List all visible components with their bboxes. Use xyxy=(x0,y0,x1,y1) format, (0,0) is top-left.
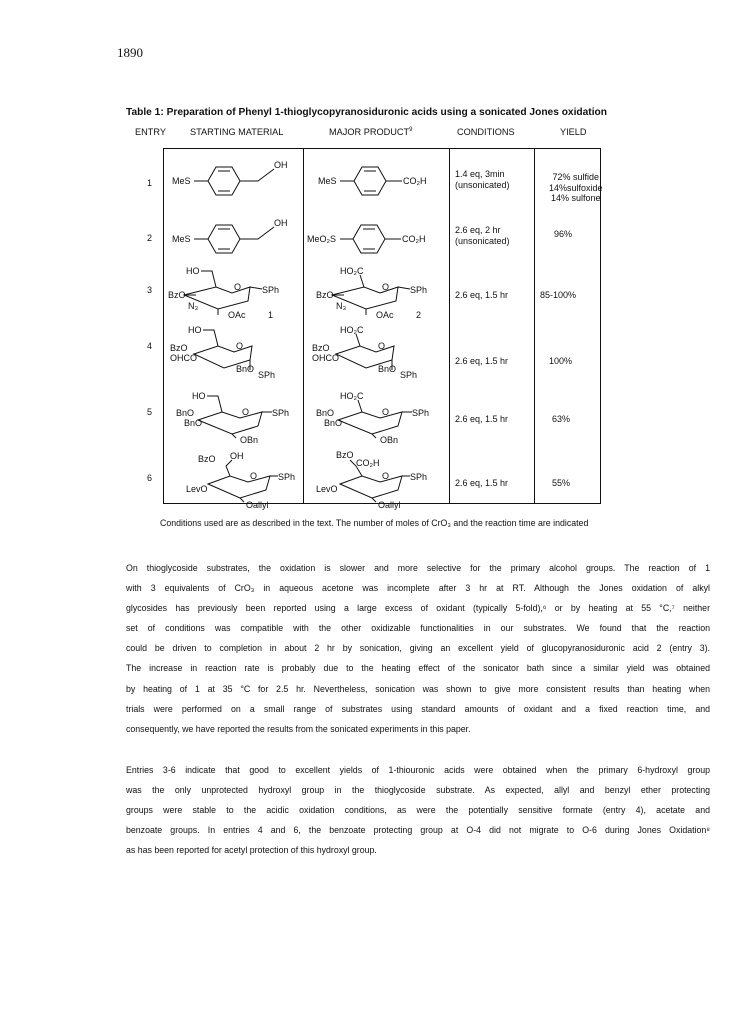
entry-number: 3 xyxy=(147,285,153,295)
yield-cell: 63% xyxy=(552,414,571,424)
structure-benzyl-alcohol-sulfide xyxy=(170,152,306,202)
bzo-label: BzO xyxy=(198,454,216,464)
yield-cell: 100% xyxy=(549,356,573,366)
ho2c-label: HO₂C xyxy=(340,266,364,276)
bond xyxy=(240,498,244,502)
bno-label: BnO xyxy=(324,418,343,428)
text-line: by heating of 1 at 35 °C for 2.5 hr. Nevertheless, sonication was shown to give more consistent results than heating when xyxy=(126,683,710,694)
oh-label: OH xyxy=(274,218,288,228)
ho-label: HO xyxy=(186,266,200,276)
text-line: On thioglycoside substrates, the oxidation is slower and more selective for the primary alcohol groups. The reaction of 1 xyxy=(126,563,710,573)
ring-o-label: O xyxy=(242,407,250,417)
text-line: The increase in reaction rate is probably due to the heating effect of the sonicator bath since a similar yield was obtained xyxy=(126,663,710,674)
oallyl-label: Oallyl xyxy=(246,500,269,510)
oac-label: OAc xyxy=(228,310,246,320)
c6-bond xyxy=(360,275,364,287)
sph-label: SPh xyxy=(410,472,428,482)
text-line: could be driven to completion in about 2 hr by sonication, giving an excellent yield of glucopyranosiduronic acid 2 (entry 3). xyxy=(126,643,710,654)
c6-bond xyxy=(358,400,362,412)
ring-o-label: O xyxy=(382,282,390,292)
table-title: Table 1: Preparation of Phenyl 1-thioglycopyranosiduronic acids using a sonicated Jones oxidation xyxy=(126,107,607,118)
obn-label: OBn xyxy=(240,435,259,445)
entry-number: 4 xyxy=(147,341,153,351)
pyranose-ring xyxy=(338,412,402,434)
mes-label: MeS xyxy=(172,234,191,244)
co2h-label: CO₂H xyxy=(356,458,380,468)
structure-azido-glucuronic-acid-2 xyxy=(316,265,456,321)
structure-benzyl-alcohol-sulfide xyxy=(170,210,306,260)
bzo-label: BzO xyxy=(316,290,334,300)
conditions-cell: 2.6 eq, 1.5 hr xyxy=(455,356,509,366)
oh-label: OH xyxy=(274,160,288,170)
paragraph-1 xyxy=(126,558,710,739)
text-line: as has been reported for acetyl protection of this hydroxyl group. xyxy=(126,845,377,856)
pyranose-ring xyxy=(198,412,262,434)
header-entry: ENTRY xyxy=(135,127,166,137)
bond xyxy=(232,434,236,438)
n3-label: N₃ xyxy=(188,301,199,311)
ring-o-label: O xyxy=(234,282,242,292)
text-line: benzoate groups. In entries 4 and 6, the benzoate protecting group at O-4 did not migrate to O-6 during Jones Oxidation⁸ xyxy=(126,825,710,836)
oallyl-label: Oallyl xyxy=(378,500,401,510)
structure-benzyl-glucoside xyxy=(176,390,306,446)
conditions-cell: 2.6 eq, 1.5 hr xyxy=(455,478,509,488)
header-major-product: MAJOR PRODUCT$^9$ xyxy=(329,127,413,138)
yield-cell: 72% sulfide 14%sulfoxide 14% sulfone xyxy=(549,172,603,203)
oh-label: OH xyxy=(230,451,244,461)
bno-label: BnO xyxy=(184,418,203,428)
bno-label: BnO xyxy=(378,364,397,374)
bno-label: BnO xyxy=(176,408,195,418)
ring-o-label: O xyxy=(236,341,244,351)
structure-levulinoyl-glucoside xyxy=(184,450,314,510)
yield-cell: 85-100% xyxy=(540,290,577,300)
ring-o-label: O xyxy=(382,471,390,481)
entry-number: 2 xyxy=(147,233,153,243)
ch2-bond xyxy=(240,227,274,239)
sph-label: SPh xyxy=(278,472,296,482)
bzo-label: BzO xyxy=(170,343,188,353)
header-yield: YIELD xyxy=(560,127,587,137)
header-starting-material: STARTING MATERIAL xyxy=(190,127,284,137)
page-number: 1890 xyxy=(117,45,143,60)
c6-bond xyxy=(356,334,360,346)
levo-label: LevO xyxy=(186,484,208,494)
ho-label: HO xyxy=(188,325,202,335)
obn-label: OBn xyxy=(380,435,399,445)
c6-bond xyxy=(207,396,222,412)
text-line: with 3 equivalents of CrO₃ in aqueous acetone was incomplete after 3 hr at RT. Although the Jones oxidation of alkyl xyxy=(126,583,710,594)
sph-label: SPh xyxy=(412,408,430,418)
ring-o-label: O xyxy=(250,471,258,481)
mes-label: MeS xyxy=(318,176,337,186)
c6-bond xyxy=(226,460,232,476)
ring-o-label: O xyxy=(378,341,386,351)
entry-number: 5 xyxy=(147,407,153,417)
ring-o-label: O xyxy=(382,407,390,417)
pyranose-ring xyxy=(208,476,270,498)
sph-label: SPh xyxy=(258,370,276,380)
structure-formyl-glucuronic-acid xyxy=(312,324,442,384)
bzo-label: BzO xyxy=(312,343,330,353)
text-line: consequently, we have reported the results from the sonicated experiments in this paper. xyxy=(126,723,471,734)
structure-benzyl-glucuronic-acid xyxy=(316,390,446,446)
structure-azido-glucoside-1 xyxy=(168,265,308,321)
bond xyxy=(250,287,262,289)
c6-bond xyxy=(203,330,218,346)
ohco-label: OHCO xyxy=(170,353,197,363)
text-line: was the only unprotected hydroxyl group in the thioglycoside substrate. As expected, allyl and benzyl ether protecting xyxy=(126,785,710,796)
entry-number: 6 xyxy=(147,473,153,483)
meo2s-label: MeO₂S xyxy=(307,234,336,244)
yield-cell: 96% xyxy=(554,229,573,239)
structure-benzoic-acid-sulfone xyxy=(307,210,457,260)
bond xyxy=(398,287,410,289)
co2h-label: CO₂H xyxy=(403,176,427,186)
table-caption: Conditions used are as described in the text. The number of moles of CrO₃ and the reaction time are indicated xyxy=(160,518,589,528)
sph-label: SPh xyxy=(400,370,418,380)
text-line: trials were performed on a small range of substrates using standard amounts of oxidant and a fixed reaction time, and xyxy=(126,703,710,714)
text-line: Entries 3-6 indicate that good to excellent yields of 1-thiouronic acids were obtained when the primary 6-hydroxyl group xyxy=(126,765,710,775)
yield-cell: 55% xyxy=(552,478,571,488)
conditions-cell: 2.6 eq, 1.5 hr xyxy=(455,290,509,300)
co2h-label: CO₂H xyxy=(402,234,426,244)
conditions-cell: 2.6 eq, 1.5 hr xyxy=(455,414,509,424)
text-line: groups were stable to the acidic oxidation conditions, as were the potentially sensitive formate (entry 4), acetate and xyxy=(126,805,710,816)
bno-label: BnO xyxy=(236,364,255,374)
entry-number: 1 xyxy=(147,178,153,188)
ch2-bond xyxy=(240,169,274,181)
paragraph-2 xyxy=(126,760,710,860)
ho2c-label: HO₂C xyxy=(340,391,364,401)
ohco-label: OHCO xyxy=(312,353,339,363)
text-line: set of conditions was compatible with the other oxidizable functionalities in our substrates. We found that the reaction xyxy=(126,623,710,634)
sph-label: SPh xyxy=(262,285,280,295)
oac-label: OAc xyxy=(376,310,394,320)
levo-label: LevO xyxy=(316,484,338,494)
structure-benzoic-acid-sulfide xyxy=(318,152,458,202)
bno-label: BnO xyxy=(316,408,335,418)
bond xyxy=(372,434,376,438)
bzo-label: BzO xyxy=(168,290,186,300)
bond xyxy=(372,498,376,502)
bzo-label: BzO xyxy=(336,450,354,460)
sph-label: SPh xyxy=(272,408,290,418)
structure-formyl-glucoside xyxy=(170,324,300,384)
pyranose-ring xyxy=(340,476,402,498)
header-conditions: CONDITIONS xyxy=(457,127,515,137)
conditions-cell: 2.6 eq, 2 hr (unsonicated) xyxy=(455,225,510,246)
ho2c-label: HO₂C xyxy=(340,325,364,335)
structure-levulinoyl-glucuronic-acid xyxy=(316,448,446,510)
compound-number: 2 xyxy=(416,310,422,320)
ho-label: HO xyxy=(192,391,206,401)
n3-label: N₃ xyxy=(336,301,347,311)
text-line: glycosides has previously been reported using a large excess of oxidant (typically 5-fold),⁶ or by heating at 55 °C,⁷ neither xyxy=(126,603,710,614)
sph-label: SPh xyxy=(410,285,428,295)
c6-bond xyxy=(201,271,216,287)
conditions-cell: 1.4 eq, 3min (unsonicated) xyxy=(455,169,510,190)
mes-label: MeS xyxy=(172,176,191,186)
compound-number: 1 xyxy=(268,310,274,320)
